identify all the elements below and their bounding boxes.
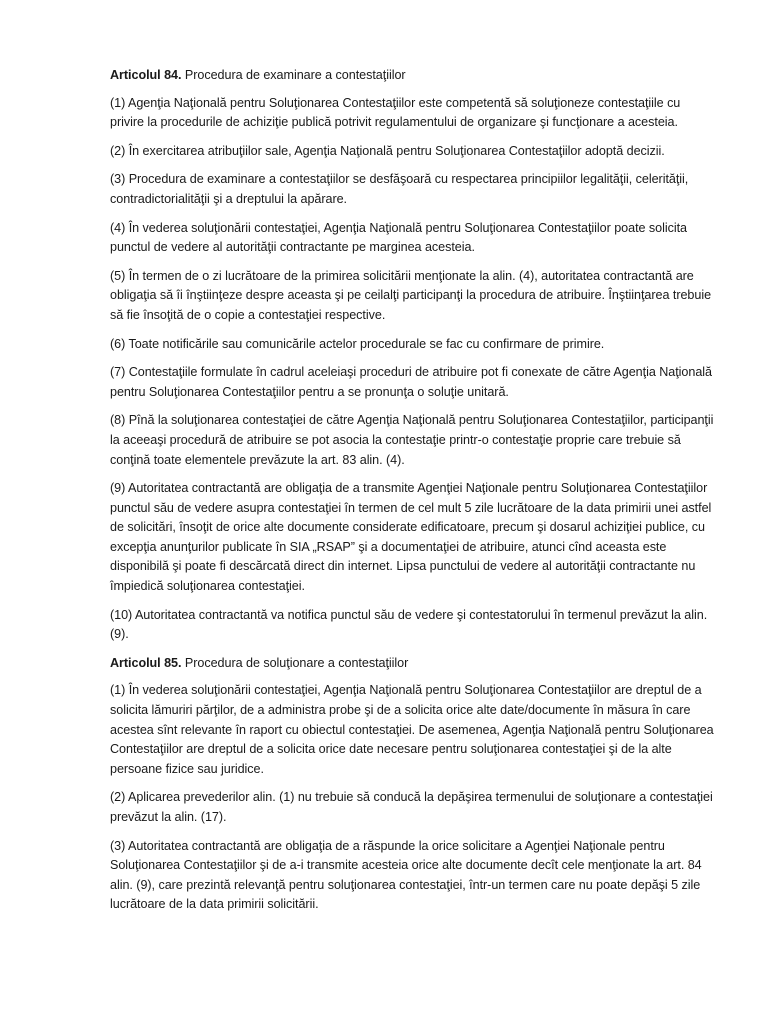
article-title: Procedura de examinare a contestaţiilor — [184, 68, 406, 82]
article-label: Articolul 85. — [110, 655, 182, 670]
article-heading — [110, 654, 715, 674]
article-heading — [110, 66, 715, 86]
paragraph: (1) Agenţia Naţională pentru Soluţionarea Contestaţiilor este competentă să soluţioneze contestaţiile cu privire la procedurile de achiziţie publică potrivit regulamentului de organizare şi funcţionare a acesteia. — [110, 95, 681, 130]
article-85 — [110, 654, 715, 915]
paragraph: (2) În exercitarea atribuţiilor sale, Agenţia Naţională pentru Soluţionarea Contestaţiilor adoptă decizii. — [110, 143, 665, 158]
paragraph: (4) În vederea soluţionării contestaţiei, Agenţia Naţională pentru Soluţionarea Contestaţiilor poate solicita punctul de vedere al autorităţii contractante pe marginea acesteia. — [110, 220, 688, 255]
paragraph: (7) Contestaţiile formulate în cadrul aceleiaşi proceduri de atribuire pot fi conexate de către Agenţia Naţională pentru Soluţionarea Contestaţiilor pentru a se pronunţa o soluţie unitară. — [110, 365, 712, 399]
article-label: Articolul 84. — [110, 68, 182, 82]
document-page — [110, 66, 715, 924]
article-84 — [110, 66, 715, 645]
article-title: Procedura de soluţionare a contestaţiilor — [184, 655, 409, 670]
paragraph: (10) Autoritatea contractantă va notifica punctul său de vedere şi contestatorului în termenul prevăzut la alin. (9). — [110, 607, 708, 642]
paragraph: (5) În termen de o zi lucrătoare de la primirea solicitării menţionate la alin. (4), autoritatea contractantă are obligaţia să îi înştiinţeze despre aceasta şi pe ceilalţi participanţi la procedura de atribuire. Înştiinţarea trebuie să fie însoţită de o copie a contestaţiei respective. — [110, 268, 712, 322]
paragraph: (3) Procedura de examinare a contestaţiilor se desfăşoară cu respectarea principiilor legalităţii, celerităţii, contradictorialităţii şi a dreptului la apărare. — [110, 172, 689, 206]
paragraph: (9) Autoritatea contractantă are obligaţia de a transmite Agenţiei Naţionale pentru Soluţionarea Contestaţiilor punctul său de vedere asupra contestaţiei în termen de cel mult 5 zile lucrătoare de la data primirii unei astfel de solicitări, însoţit de orice alte documente considerate edificatoare, precum şi dosarul achiziţiei publice, cu excepţia anunţurilor publicate în SIA „RSAP” şi a documentaţiei de atribuire, atunci cînd aceasta este disponibilă şi poate fi descărcată direct din internet. Lipsa punctului de vedere al autorităţii contractante nu împiedică soluţionarea contestaţiei. — [110, 481, 712, 594]
paragraph: (3) Autoritatea contractantă are obligaţia de a răspunde la orice solicitare a Agenţiei Naţionale pentru Soluţionarea Contestaţiilor şi de a-i transmite acesteia orice alte documente decît cele menţionate la art. 84 alin. (9), care prezintă relevanţă pentru soluţionarea contestaţiei, într-un termen care nu poate depăşi 5 zile lucrătoare de la data primirii solicitării. — [110, 838, 702, 912]
paragraph: (1) În vederea soluţionării contestaţiei, Agenţia Naţională pentru Soluţionarea Contestaţiilor are dreptul de a solicita lămuriri părţilor, de a administra probe şi de a solicita orice alte date/documente în măsura în care acestea sînt relevante în raport cu obiectul contestaţiei. De asemenea, Agenţia Naţională pentru Soluţionarea Contestaţiilor are dreptul de a solicita orice date necesare pentru soluţionarea contestaţiei şi de la alte persoane fizice sau juridice. — [110, 683, 714, 776]
paragraph: (2) Aplicarea prevederilor alin. (1) nu trebuie să conducă la depăşirea termenului de soluţionare a contestaţiei prevăzut la alin. (17). — [110, 790, 713, 824]
paragraph: (6) Toate notificările sau comunicările actelor procedurale se fac cu confirmare de primire. — [110, 336, 605, 351]
paragraph: (8) Pînă la soluţionarea contestaţiei de către Agenţia Naţională pentru Soluţionarea Contestaţiilor, participanţii la aceeaşi procedură de atribuire se pot asocia la contestaţie printr-o contestaţie proprie care trebuie să conţină toate elementele prevăzute la art. 83 alin. (4). — [110, 413, 714, 467]
